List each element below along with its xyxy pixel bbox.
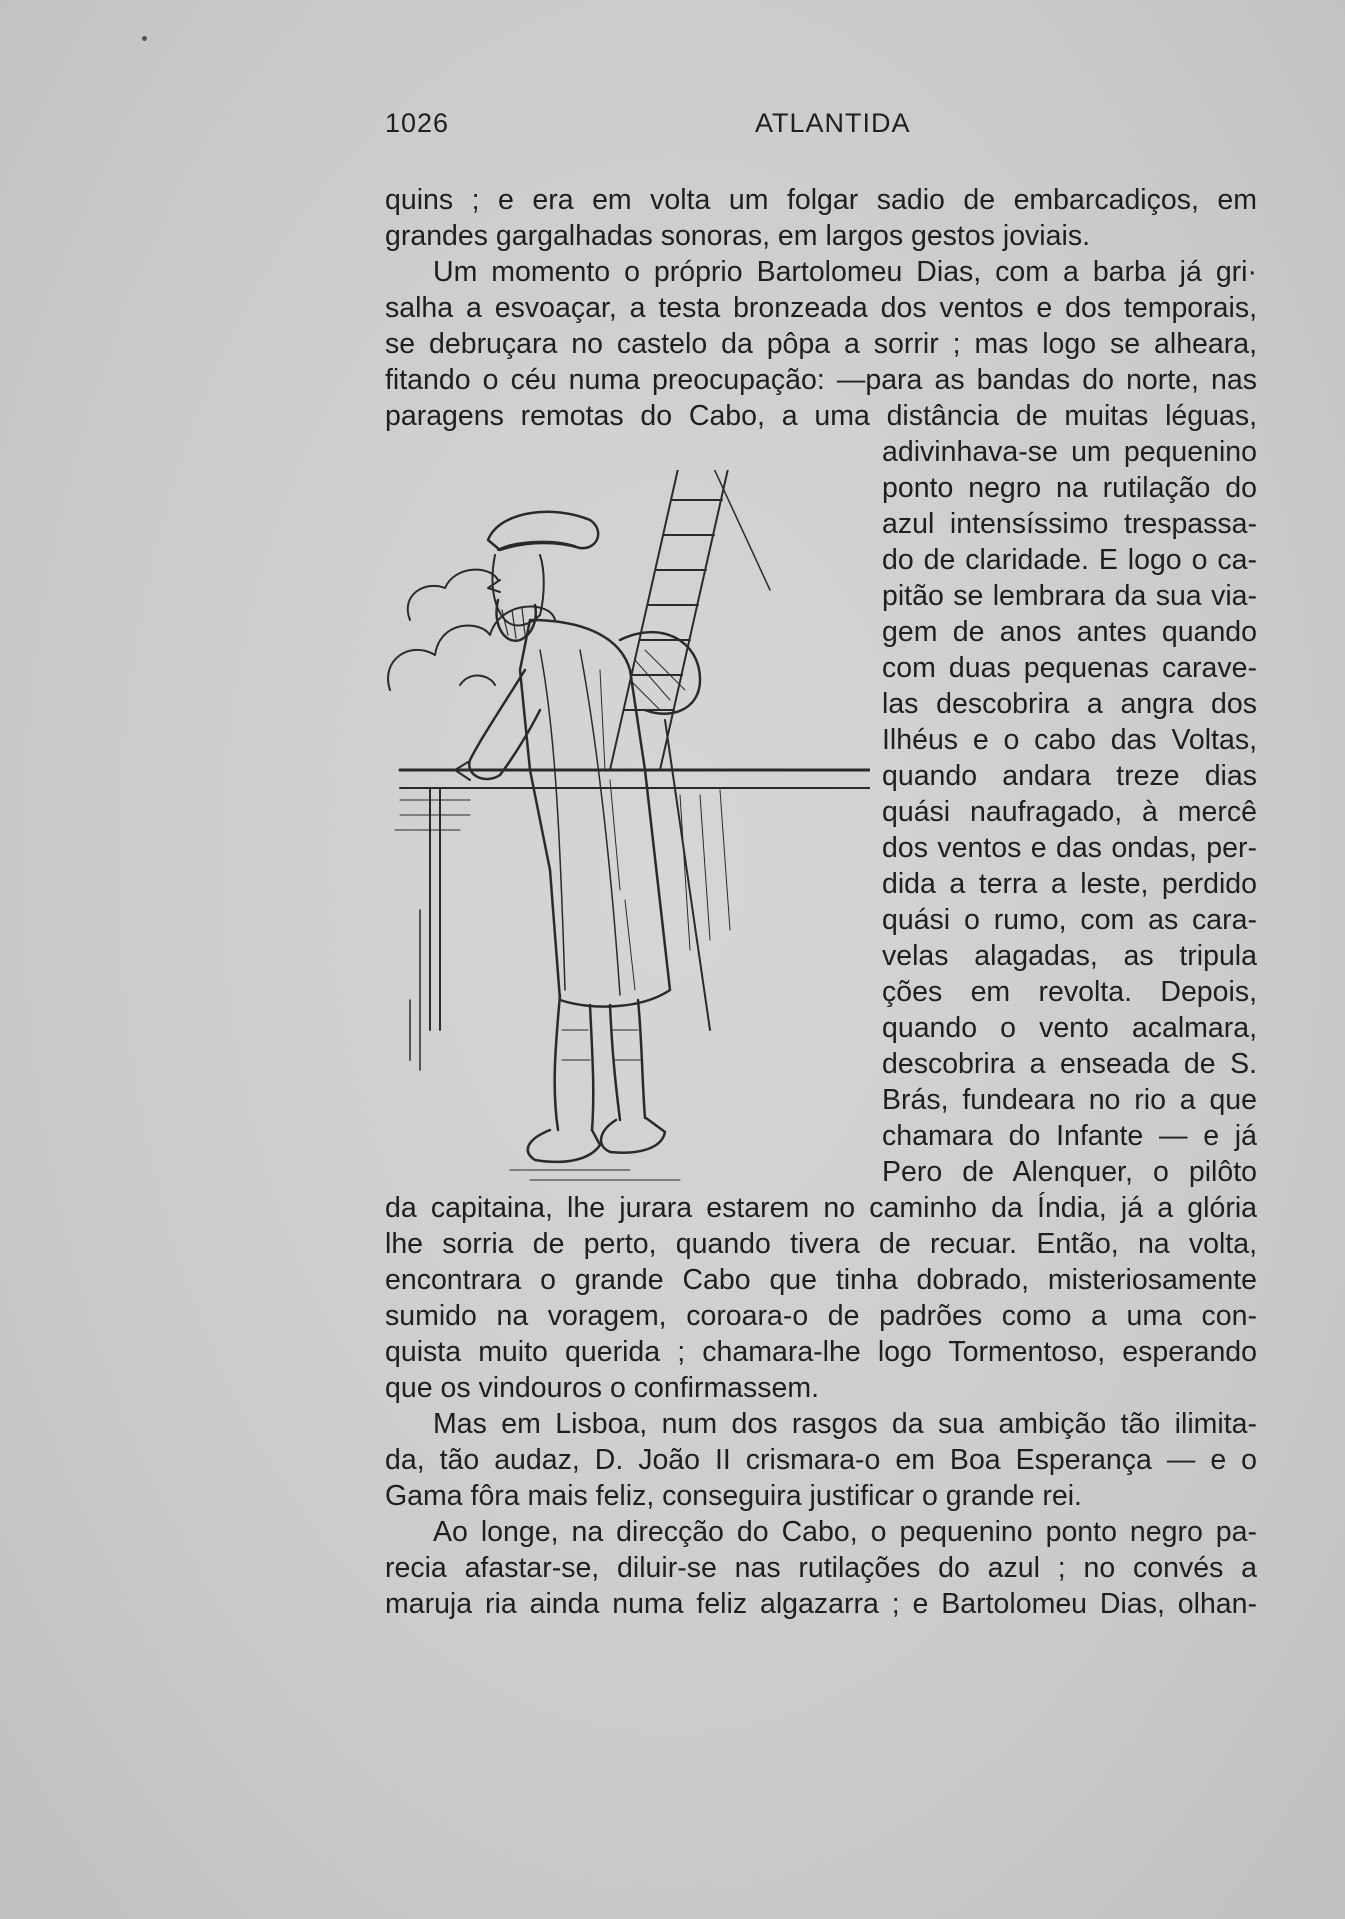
text-line: Um momento o próprio Bartolomeu Dias, com a barba já gri· [433,256,1257,288]
text-line: quando o vento acalmara, [882,1012,1257,1044]
text-line: que os vindouros o confirmassem. [385,1372,820,1404]
print-speck [142,36,147,41]
text-line: sumido na voragem, coroara-o de padrões como a uma con- [385,1300,1257,1332]
text-line: Gama fôra mais feliz, conseguira justificar o grande rei. [385,1480,1082,1512]
text-line: chamara do Infante — e já [882,1120,1257,1152]
text-line: recia afastar-se, diluir-se nas rutilações do azul ; no convés a [385,1552,1257,1584]
text-line: da capitaina, lhe jurara estarem no caminho da Índia, já a glória [385,1192,1257,1224]
text-line: com duas pequenas carave- [882,652,1257,684]
text-line: paragens remotas do Cabo, a uma distância de muitas léguas, [385,400,1257,432]
text-line: ponto negro na rutilação do [882,472,1257,504]
text-line: dos ventos e das ondas, per- [882,832,1257,864]
text-line: descobrira a enseada de S. [882,1048,1257,1080]
text-line: Mas em Lisboa, num dos rasgos da sua ambição tão ilimita- [433,1408,1257,1440]
text-line: quista muito querida ; chamara-lhe logo Tormentoso, esperando [385,1336,1257,1368]
text-line: quando andara treze dias [882,760,1257,792]
text-line: velas alagadas, as tripula [882,940,1257,972]
text-line: adivinhava-se um pequenino [882,436,1257,468]
text-line: ções em revolta. Depois, [882,976,1257,1008]
page-number: 1026 [385,108,450,138]
text-line: maruja ria ainda numa feliz algazarra ; e Bartolomeu Dias, olhan- [385,1588,1257,1620]
text-line: grandes gargalhadas sonoras, em largos gestos joviais. [385,220,1090,252]
text-line: quási naufragado, à mercê [882,796,1257,828]
text-line: Ilhéus e o cabo das Voltas, [882,724,1257,756]
text-line: azul intensíssimo trespassa- [882,508,1257,540]
text-line: quási o rumo, com as cara- [882,904,1257,936]
page-header [385,108,1265,148]
sailor-illustration [380,470,870,1190]
text-line: gem de anos antes quando [882,616,1257,648]
text-line: pitão se lembrara da sua via- [882,580,1257,612]
text-line: do de claridade. E logo o ca- [882,544,1257,576]
text-line: lhe sorria de perto, quando tivera de recuar. Então, na volta, [385,1228,1257,1260]
running-title: ATLANTIDA [755,108,911,138]
text-line: se debruçara no castelo da pôpa a sorrir ; mas logo se alheara, [385,328,1257,360]
text-line: Pero de Alenquer, o pilôto [882,1156,1257,1188]
text-line: encontrara o grande Cabo que tinha dobrado, misteriosamente [385,1264,1257,1296]
text-line: las descobrira a angra dos [882,688,1257,720]
text-line: quins ; e era em volta um folgar sadio de embarcadiços, em [385,184,1257,216]
text-line: Brás, fundeara no rio a que [882,1084,1257,1116]
text-line: dida a terra a leste, perdido [882,868,1257,900]
text-line: salha a esvoaçar, a testa bronzeada dos ventos e dos temporais, [385,292,1257,324]
text-line: Ao longe, na direcção do Cabo, o pequenino ponto negro pa- [433,1516,1257,1548]
text-line: fitando o céu numa preocupação: —para as bandas do norte, nas [385,364,1257,396]
text-line: da, tão audaz, D. João II crismara-o em Boa Esperança — e o [385,1444,1257,1476]
